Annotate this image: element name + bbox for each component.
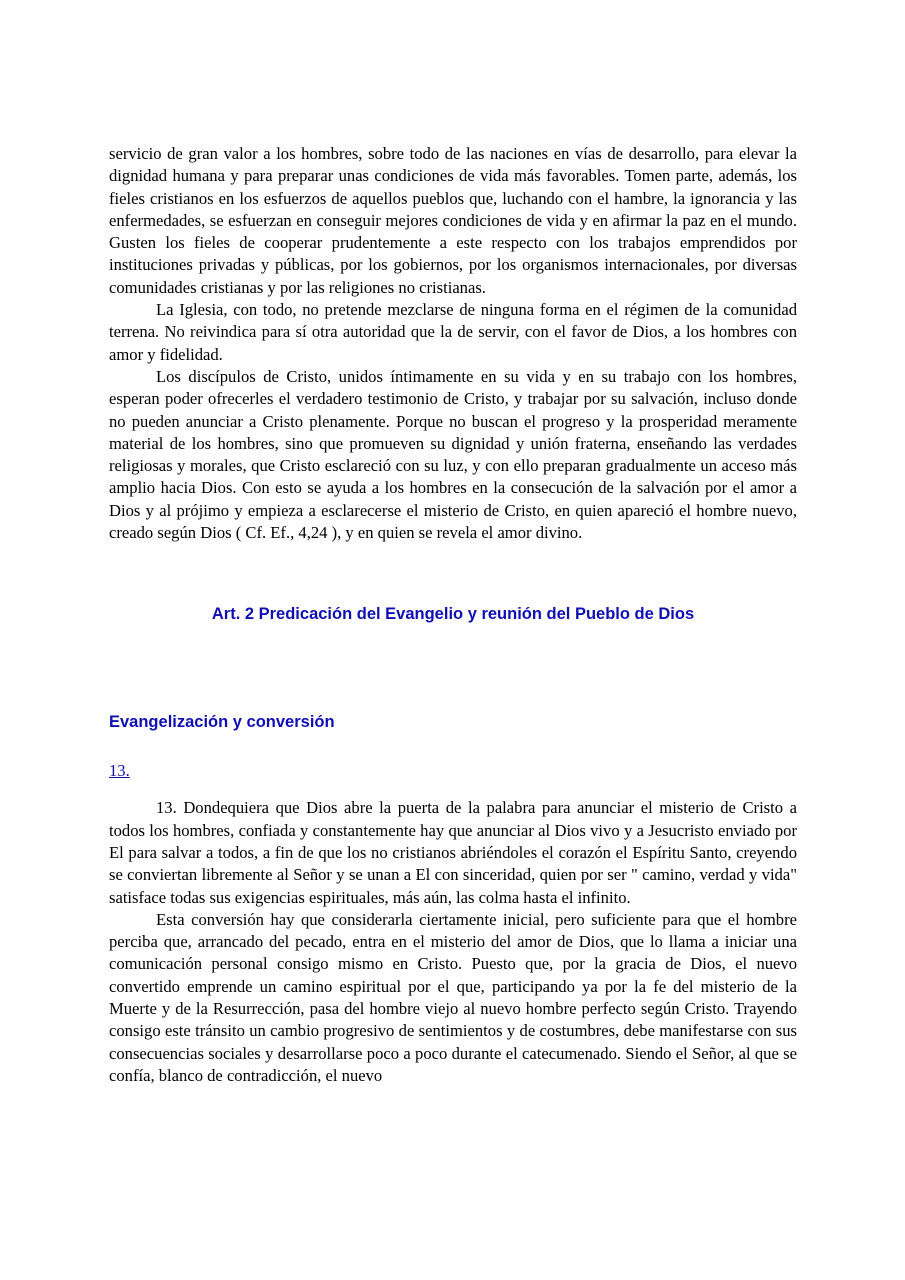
paragraph-la-iglesia: La Iglesia, con todo, no pretende mezclarse de ninguna forma en el régimen de la comunidad terrena. No reivindica para sí otra autoridad que la de servir, con el favor de Dios, a los hombres con amor y fidelidad. [109,300,797,364]
paragraph-13-dondequiera: 13. Dondequiera que Dios abre la puerta de la palabra para anunciar el misterio de Cristo a todos los hombres, confiada y constantemente hay que anunciar al Dios vivo y a Jesucristo enviado por El para salvar a todos, a fin de que los no cristianos abriéndoles el corazón el Espíritu Santo, creyendo se conviertan libremente al Señor y se unan a El con sinceridad, quien por ser " camino, verdad y vida" satisface todas sus exigencias espirituales, más aún, las colma hasta el infinito. [109,798,797,907]
anchor-row [109,732,797,782]
section-heading-art-2: Art. 2 Predicación del Evangelio y reunión del Pueblo de Dios [211,605,695,624]
section-13-link[interactable]: 13. [109,761,130,781]
paragraph-continuation: servicio de gran valor a los hombres, sobre todo de las naciones en vías de desarrollo, para elevar la dignidad humana y para preparar unas condiciones de vida más favorables. Tomen parte, además, los fieles cristianos en los esfuerzos de aquellos pueblos que, luchando con el hambre, la ignorancia y las enfermedades, se esfuerzan en conseguir mejores condiciones de vida y en afirmar la paz en el mundo. Gusten los fieles de cooperar prudentemente a este respecto con los trabajos emprendidos por instituciones privadas y públicas, por los gobiernos, por los organismos internacionales, por diversas comunidades cristianas y por las religiones no cristianas. [109,144,797,297]
paragraph-esta-conversion: Esta conversión hay que considerarla ciertamente inicial, pero suficiente para que el hombre perciba que, arrancado del pecado, entra en el misterio del amor de Dios, que lo llama a iniciar una comunicación personal consigo mismo en Cristo. Puesto que, por la gracia de Dios, el nuevo convertido emprende un camino espiritual por el que, participando ya por la fe del misterio de la Muerte y de la Resurrección, pasa del hombre viejo al nuevo hombre perfecto según Cristo. Trayendo consigo este tránsito un cambio progresivo de sentimientos y de costumbres, debe manifestarse con sus consecuencias sociales y desarrollarse poco a poco durante el catecumenado. Siendo el Señor, al que se confía, blanco de contradicción, el nuevo [109,909,797,1085]
subsection-heading-evangelizacion: Evangelización y conversión [109,713,335,732]
paragraph-discipulos: Los discípulos de Cristo, unidos íntimamente en su vida y en su trabajo con los hombres, esperan poder ofrecerles el verdadero testimonio de Cristo, y trabajar por su salvación, incluso donde no pueden anunciar a Cristo plenamente. Porque no buscan el progreso y la prosperidad meramente material de los hombres, sino que promueven su dignidad y unión fraterna, enseñando las verdades religiosas y morales, que Cristo esclareció con su luz, y con ello preparan gradualmente un acceso más amplio hacia Dios. Con esto se ayuda a los hombres en la consecución de la salvación por el amor a Dios y al prójimo y empieza a esclarecerse el misterio de Cristo, en quien apareció el hombre nuevo, creado según Dios ( Cf. Ef., 4,24 ), y en quien se revela el amor divino. [109,366,797,543]
